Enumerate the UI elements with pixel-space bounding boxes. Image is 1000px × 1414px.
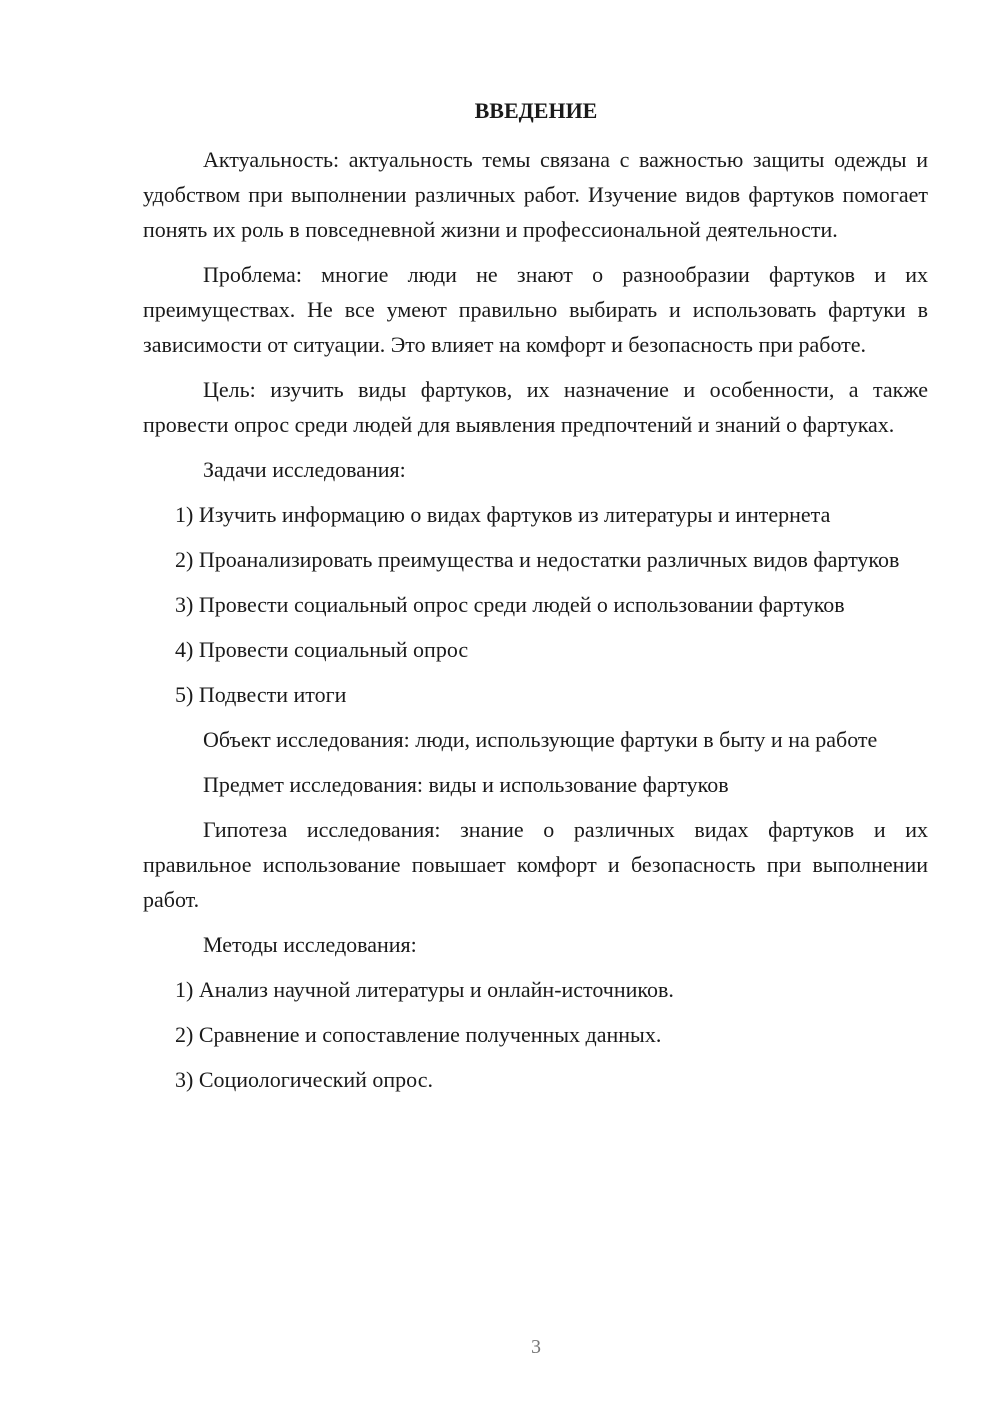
paragraph-relevance: Актуальность: актуальность темы связана с важностью защиты одежды и удобством при выполнении различных работ. Изучение видов фартуков помогает понять их роль в повседневной жизни и профессиональной деятельности. — [143, 147, 928, 242]
methods-heading: Методы исследования: — [203, 932, 417, 957]
task-item-3: 3) Провести социальный опрос среди людей о использовании фартуков — [175, 592, 845, 617]
task-item-2: 2) Проанализировать преимущества и недостатки различных видов фартуков — [175, 547, 900, 572]
paragraph-subject: Предмет исследования: виды и использование фартуков — [203, 772, 729, 797]
page-number: 3 — [531, 1336, 541, 1358]
method-item-1: 1) Анализ научной литературы и онлайн-источников. — [175, 977, 674, 1002]
page-title: ВВЕДЕНИЕ — [474, 98, 598, 123]
paragraph-object: Объект исследования: люди, использующие фартуки в быту и на работе — [203, 727, 878, 752]
task-item-1: 1) Изучить информацию о видах фартуков из литературы и интернета — [175, 502, 831, 527]
paragraph-problem: Проблема: многие люди не знают о разнообразии фартуков и их преимуществах. Не все умеют правильно выбирать и использовать фартуки в зависимости от ситуации. Это влияет на комфорт и безопасность при работе. — [143, 262, 928, 357]
paragraph-goal: Цель: изучить виды фартуков, их назначение и особенности, а также провести опрос среди людей для выявления предпочтений и знаний о фартуках. — [143, 377, 928, 437]
task-item-4: 4) Провести социальный опрос — [175, 637, 469, 662]
method-item-2: 2) Сравнение и сопоставление полученных данных. — [175, 1022, 662, 1047]
task-item-5: 5) Подвести итоги — [175, 682, 347, 707]
paragraph-hypothesis: Гипотеза исследования: знание о различных видах фартуков и их правильное использование повышает комфорт и безопасность при выполнении работ. — [143, 817, 928, 912]
method-item-3: 3) Социологический опрос. — [175, 1067, 433, 1092]
document-body — [143, 142, 928, 1107]
tasks-heading: Задачи исследования: — [203, 457, 406, 482]
